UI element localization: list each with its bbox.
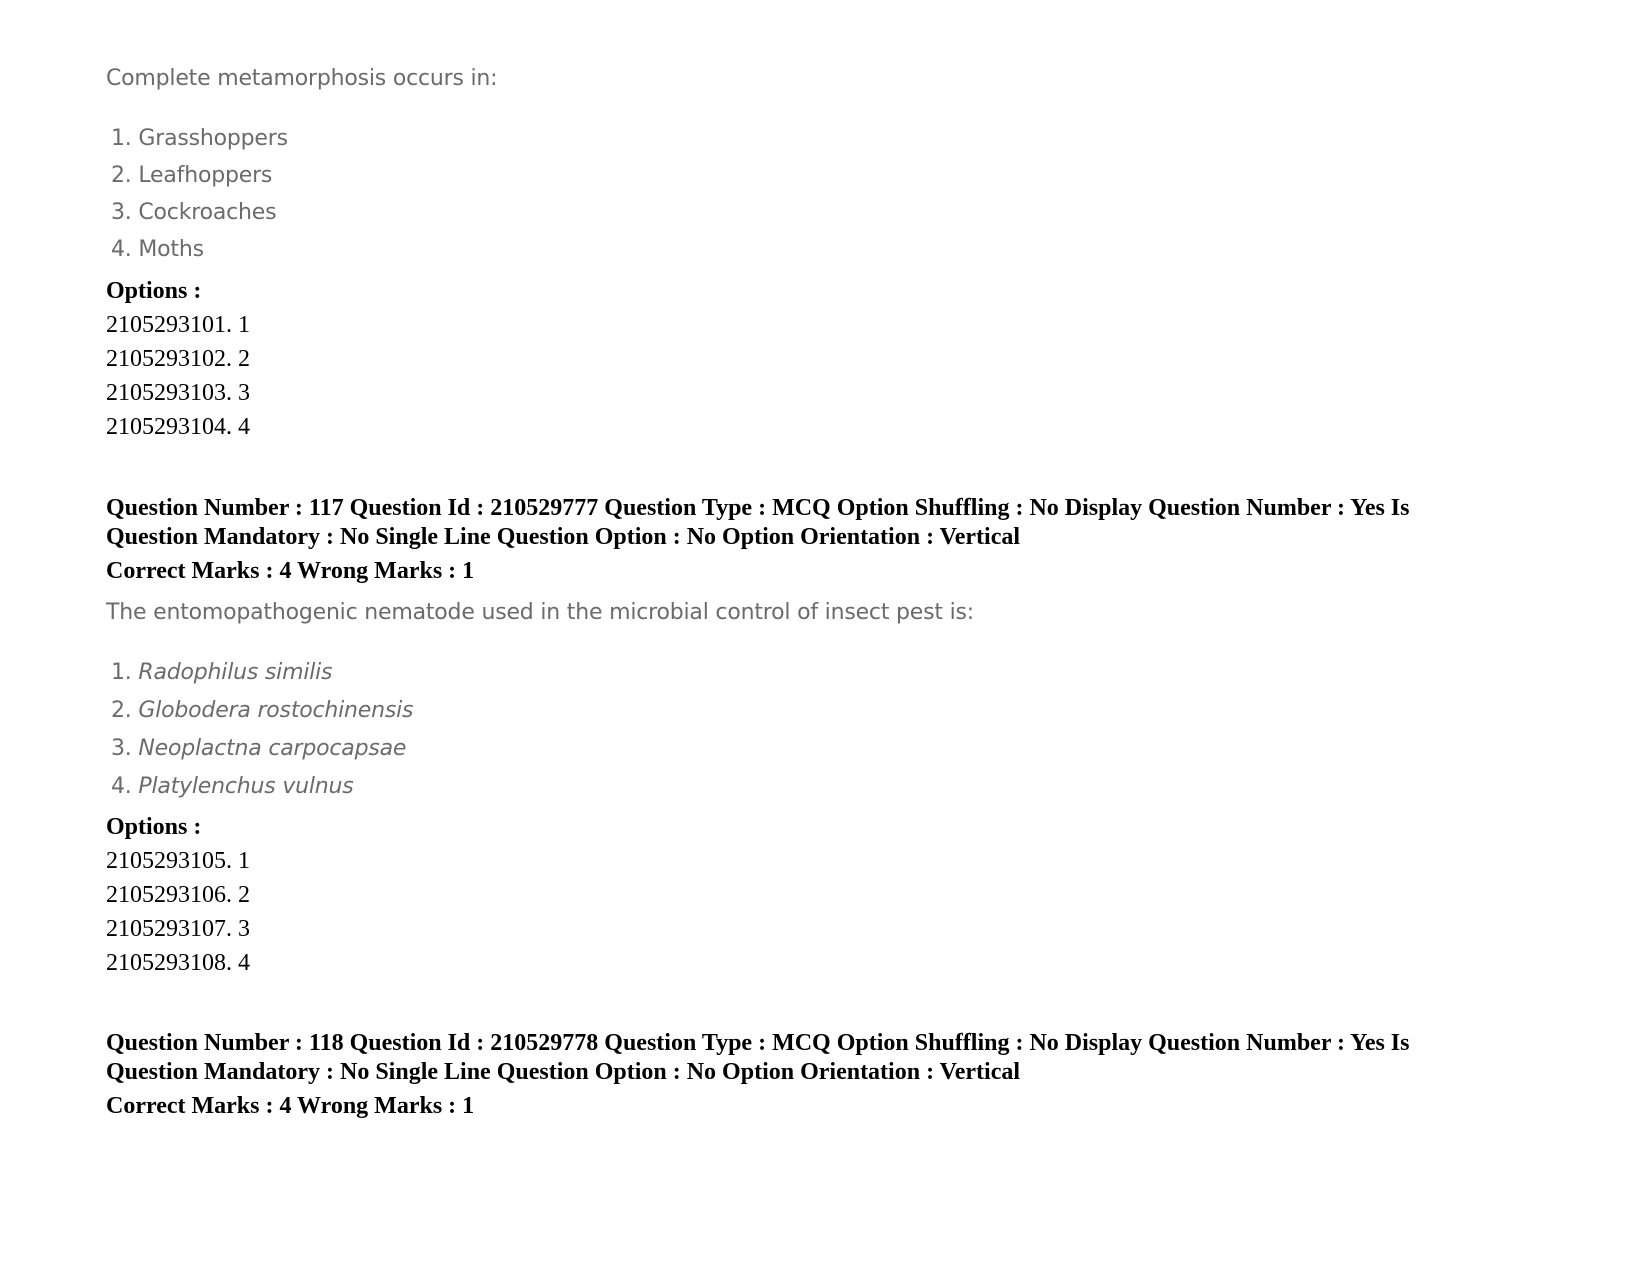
choice-number: 1. bbox=[111, 126, 132, 151]
question-116-choice-3 bbox=[111, 200, 276, 225]
choice-number: 4. bbox=[111, 774, 132, 799]
question-117-text: The entomopathogenic nematode used in the microbial control of insect pest is: bbox=[106, 600, 975, 625]
question-116-option-4: 2105293104. 4 bbox=[106, 414, 250, 440]
choice-number: 2. bbox=[111, 163, 132, 188]
choice-text: Leafhoppers bbox=[138, 163, 273, 188]
question-117-option-4: 2105293108. 4 bbox=[106, 950, 250, 976]
choice-number: 2. bbox=[111, 698, 132, 723]
choice-number: 3. bbox=[111, 200, 132, 225]
question-117-option-3: 2105293107. 3 bbox=[106, 916, 250, 942]
choice-text: Globodera rostochinensis bbox=[138, 698, 414, 723]
choice-text: Moths bbox=[138, 237, 204, 262]
question-116-choice-2 bbox=[111, 163, 272, 188]
question-116-options-label: Options : bbox=[106, 278, 202, 304]
choice-number: 4. bbox=[111, 237, 132, 262]
choice-text: Neoplactna carpocapsae bbox=[138, 736, 407, 761]
question-116-choice-1 bbox=[111, 126, 288, 151]
question-117-choice-2 bbox=[111, 698, 413, 723]
choice-number: 3. bbox=[111, 736, 132, 761]
question-117-choice-3 bbox=[111, 736, 406, 761]
question-116-choice-4 bbox=[111, 237, 204, 262]
question-117-choice-1 bbox=[111, 660, 332, 685]
choice-text: Grasshoppers bbox=[138, 126, 288, 151]
choice-text: Cockroaches bbox=[138, 200, 277, 225]
question-118-meta-line-2: Question Mandatory : No Single Line Question Option : No Option Orientation : Vertical bbox=[106, 1059, 1021, 1085]
question-117-meta-line-1: Question Number : 117 Question Id : 210529777 Question Type : MCQ Option Shuffling : No Display Question Number : Yes Is bbox=[106, 495, 1410, 521]
question-117-option-2: 2105293106. 2 bbox=[106, 882, 250, 908]
question-117-options-label: Options : bbox=[106, 814, 202, 840]
choice-text: Platylenchus vulnus bbox=[138, 774, 354, 799]
question-117-meta-line-2: Question Mandatory : No Single Line Question Option : No Option Orientation : Vertical bbox=[106, 524, 1021, 550]
question-118-meta-line-1: Question Number : 118 Question Id : 210529778 Question Type : MCQ Option Shuffling : No Display Question Number : Yes Is bbox=[106, 1030, 1410, 1056]
question-117-marks: Correct Marks : 4 Wrong Marks : 1 bbox=[106, 558, 475, 584]
question-117-option-1: 2105293105. 1 bbox=[106, 848, 250, 874]
question-117-choice-4 bbox=[111, 774, 354, 799]
question-116-option-2: 2105293102. 2 bbox=[106, 346, 250, 372]
choice-number: 1. bbox=[111, 660, 132, 685]
question-118-header bbox=[106, 1029, 1410, 1087]
question-117-header bbox=[106, 494, 1410, 552]
choice-text: Radophilus similis bbox=[138, 660, 333, 685]
question-116-option-3: 2105293103. 3 bbox=[106, 380, 250, 406]
question-118-marks: Correct Marks : 4 Wrong Marks : 1 bbox=[106, 1093, 475, 1119]
question-116-text: Complete metamorphosis occurs in: bbox=[106, 66, 498, 91]
question-116-option-1: 2105293101. 1 bbox=[106, 312, 250, 338]
